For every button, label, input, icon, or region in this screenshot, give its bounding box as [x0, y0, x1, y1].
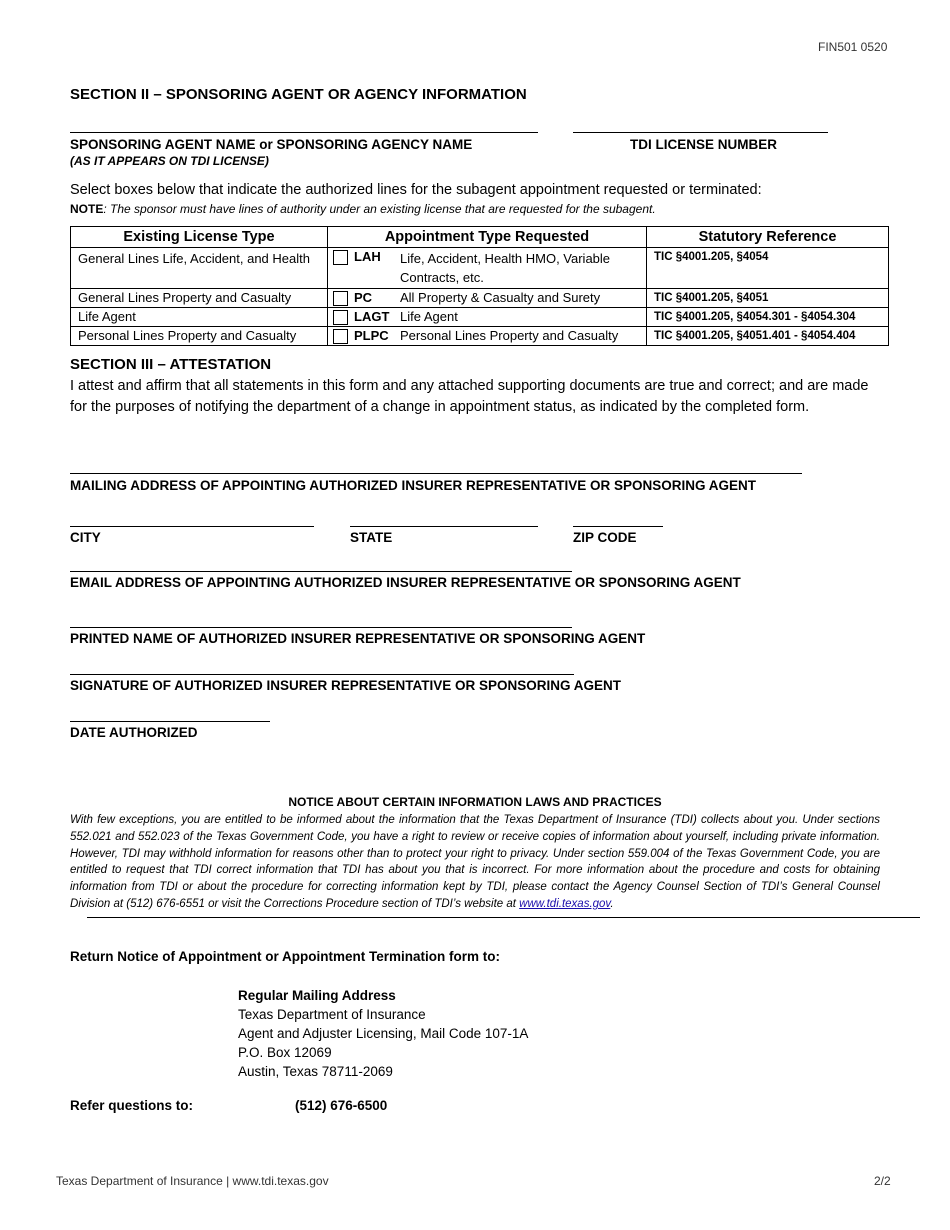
notice-title: NOTICE ABOUT CERTAIN INFORMATION LAWS AND PRACTICES: [288, 795, 662, 809]
license-number-label: TDI LICENSE NUMBER: [630, 137, 778, 152]
note-text: : The sponsor must have lines of authority under an existing license that are requested for the subagent.: [103, 202, 656, 216]
email-address-field[interactable]: [70, 571, 572, 572]
table-row: [71, 308, 889, 327]
address-line: P.O. Box 12069: [238, 1045, 332, 1060]
note-label: NOTE: [70, 202, 104, 216]
license-type: Life Agent: [71, 308, 328, 327]
appointment-desc: Life Agent: [400, 309, 458, 324]
statutory-ref: TIC §4001.205, §4054: [647, 248, 889, 289]
state-label: STATE: [350, 530, 393, 545]
table-row: [71, 289, 889, 308]
notice-body: [70, 812, 880, 913]
address-line: Austin, Texas 78711-2069: [238, 1064, 393, 1079]
signature-field[interactable]: [70, 674, 574, 675]
appointment-cell: [328, 248, 647, 289]
section-3-title: SECTION III – ATTESTATION: [70, 356, 272, 373]
printed-name-field[interactable]: [70, 627, 572, 628]
license-type-table: [70, 226, 889, 346]
statutory-ref: TIC §4001.205, §4051: [647, 289, 889, 308]
statutory-ref: TIC §4001.205, §4054.301 - §4054.304: [647, 308, 889, 327]
appointment-code: LAGT: [354, 309, 390, 324]
address-title: Regular Mailing Address: [238, 988, 396, 1003]
date-authorized-field[interactable]: [70, 721, 270, 722]
tdi-website-link[interactable]: www.tdi.texas.gov: [519, 897, 611, 910]
section-2-title: SECTION II – SPONSORING AGENT OR AGENCY INFORMATION: [70, 86, 527, 103]
license-number-field[interactable]: [573, 132, 828, 133]
lah-checkbox[interactable]: [333, 250, 348, 265]
appointment-cell: [328, 308, 647, 327]
license-type: Personal Lines Property and Casualty: [71, 327, 328, 346]
table-row: [71, 248, 889, 289]
notice-divider: [87, 917, 920, 918]
signature-label: SIGNATURE OF AUTHORIZED INSURER REPRESENTATIVE OR SPONSORING AGENT: [70, 678, 622, 693]
footer-agency: Texas Department of Insurance | www.tdi.texas.gov: [56, 1174, 329, 1188]
address-line: Texas Department of Insurance: [238, 1007, 426, 1022]
note: [70, 202, 656, 216]
agent-name-sublabel: (AS IT APPEARS ON TDI LICENSE): [70, 154, 269, 168]
lines-instruction: Select boxes below that indicate the authorized lines for the subagent appointment requested or terminated:: [70, 182, 762, 198]
appointment-code: PLPC: [354, 328, 389, 343]
header-existing-license: Existing License Type: [71, 227, 328, 248]
printed-name-label: PRINTED NAME OF AUTHORIZED INSURER REPRESENTATIVE OR SPONSORING AGENT: [70, 631, 646, 646]
statutory-ref: TIC §4001.205, §4051.401 - §4054.404: [647, 327, 889, 346]
notice-end: .: [610, 897, 614, 910]
mailing-address-block: [238, 986, 528, 1081]
zip-code-field[interactable]: [573, 526, 663, 527]
appointment-desc: All Property & Casualty and Surety: [400, 290, 601, 305]
plpc-checkbox[interactable]: [333, 329, 348, 344]
appointment-code: PC: [354, 290, 373, 305]
agent-name-label: SPONSORING AGENT NAME or SPONSORING AGENCY NAME: [70, 137, 473, 152]
questions-phone: (512) 676-6500: [295, 1098, 388, 1113]
appointment-cell: [328, 327, 647, 346]
form-code: FIN501 0520: [818, 40, 888, 54]
agent-name-field[interactable]: [70, 132, 538, 133]
return-label: Return Notice of Appointment or Appointment Termination form to:: [70, 949, 500, 964]
pc-checkbox[interactable]: [333, 291, 348, 306]
zip-code-label: ZIP CODE: [573, 530, 637, 545]
mailing-address-field[interactable]: [70, 473, 802, 474]
header-statutory-reference: Statutory Reference: [647, 227, 889, 248]
city-label: CITY: [70, 530, 101, 545]
appointment-desc: Personal Lines Property and Casualty: [400, 328, 619, 343]
header-appointment-type: Appointment Type Requested: [328, 227, 647, 248]
address-line: Agent and Adjuster Licensing, Mail Code 107-1A: [238, 1026, 529, 1041]
appointment-code: LAH: [354, 249, 381, 264]
email-address-label: EMAIL ADDRESS OF APPOINTING AUTHORIZED INSURER REPRESENTATIVE OR SPONSORING AGENT: [70, 575, 741, 590]
lagt-checkbox[interactable]: [333, 310, 348, 325]
state-field[interactable]: [350, 526, 538, 527]
questions-label: Refer questions to:: [70, 1098, 194, 1113]
mailing-address-label: MAILING ADDRESS OF APPOINTING AUTHORIZED INSURER REPRESENTATIVE OR SPONSORING AGENT: [70, 478, 757, 493]
date-authorized-label: DATE AUTHORIZED: [70, 725, 198, 740]
page-number: 2/2: [874, 1174, 891, 1188]
license-type: General Lines Life, Accident, and Health: [71, 248, 328, 289]
table-row: [71, 327, 889, 346]
license-type: General Lines Property and Casualty: [71, 289, 328, 308]
attestation-text: I attest and affirm that all statements in this form and any attached supporting documents are true and correct; and are made for the purposes of notifying the department of a change in appointment status, as indicated by the completed form.: [70, 378, 869, 415]
appointment-desc: Life, Accident, Health HMO, Variable Contracts, etc.: [400, 251, 611, 285]
city-field[interactable]: [70, 526, 314, 527]
notice-text: With few exceptions, you are entitled to be informed about the information that the Texas Department of Insurance (TDI) collects about you. Under sections 552.021 and 552.023 of the Texas Government Code, you have a right to review or receive copies of information about yourself, including private information. However, TDI may withhold information for reasons other than to protect your right to privacy. Under section 559.004 of the Texas Government Code, you are entitled to request that TDI correct information that TDI has about you that is incorrect. For more information about the procedure and costs for obtaining information from TDI or about the procedure for correcting information kept by TDI, please contact the Agency Counsel Section of TDI’s General Counsel Division at (512) 676-6551 or visit the Corrections Procedure section of TDI’s website at: [70, 814, 880, 910]
appointment-cell: [328, 289, 647, 308]
